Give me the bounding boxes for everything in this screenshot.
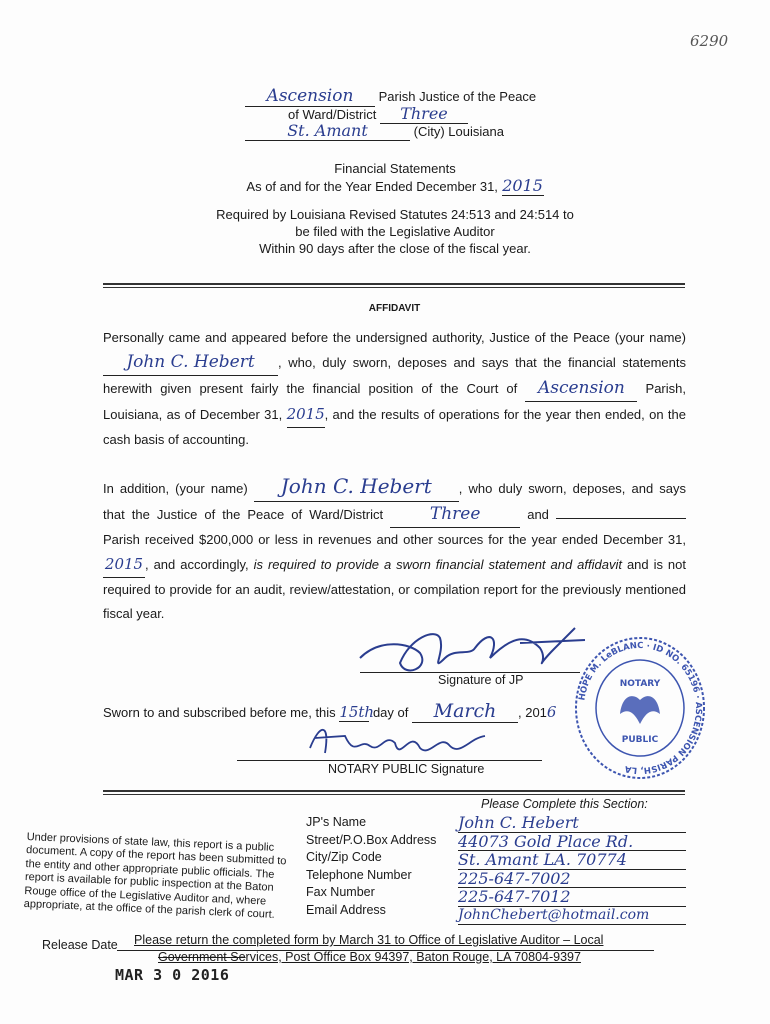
sworn-day: 15th: [339, 703, 375, 721]
title-year: 2015: [502, 176, 543, 195]
label-telephone: Telephone Number: [306, 867, 412, 882]
p2-text-b: , who duly sworn, deposes, and says that the Justice of the Peace of Ward/District: [103, 481, 686, 522]
pelican-icon: [620, 696, 660, 724]
sworn-text: Sworn to and subscribed before me, this: [103, 705, 336, 720]
p1-text-d: , and the results of operations for the year then ended, on the cash basis of accounting.: [103, 407, 686, 447]
notary-signature-label: NOTARY PUBLIC Signature: [328, 762, 485, 776]
parish-label: Parish Justice of the Peace: [378, 89, 537, 104]
p2-italic-text: is required to provide a sworn financial statement and affidavit: [253, 557, 622, 572]
affidavit-heading: AFFIDAVIT: [368, 303, 421, 314]
received-date-stamp: MAR 3 0 2016: [115, 966, 230, 984]
contact-heading: Please Complete this Section:: [481, 797, 648, 811]
parish-name-value: Ascension: [266, 86, 354, 106]
p2-text-d: , and accordingly,: [145, 557, 249, 572]
requirement-line-3: Within 90 days after the close of the fiscal year.: [259, 241, 531, 256]
notary-signature-line: [237, 760, 542, 761]
affidavit-paragraph-2: [103, 474, 686, 626]
return-instructions: [134, 932, 674, 966]
ward-label: of Ward/District: [288, 107, 377, 122]
sworn-day-of: day of: [372, 705, 409, 720]
city-label: (City) Louisiana: [413, 124, 504, 139]
parish-header: [245, 86, 575, 139]
return-line-2-struck: Government Se: [158, 950, 246, 964]
p1-text-b: , who, duly sworn, deposes and says that the financial statements herewith given present fairly the financial position of the Court of: [103, 355, 686, 396]
label-city-zip: City/Zip Code: [306, 850, 382, 864]
notary-seal: [572, 634, 708, 782]
sworn-year-prefix: , 201: [517, 705, 547, 720]
label-street: Street/P.O.Box Address: [306, 832, 437, 847]
return-line-2: rvices, Post Office Box 94397, Baton Rouge, LA 70804-9397: [245, 950, 581, 964]
p2-ward: Three: [429, 504, 481, 524]
bottom-divider: [103, 790, 685, 795]
notary-signature-scrawl: [300, 718, 500, 766]
p1-text-a: Personally came and appeared before the undersigned authority, Justice of the Peace (your name): [103, 330, 686, 345]
affidavit-paragraph-1: [103, 326, 686, 452]
value-city-zip: St. Amant LA. 70774: [458, 851, 686, 870]
label-email: Email Address: [306, 902, 386, 917]
value-street: 44073 Gold Place Rd.: [458, 833, 686, 852]
p2-jp-name: John C. Hebert: [280, 474, 432, 498]
p2-text-a: In addition, (your name): [103, 481, 248, 496]
seal-top-text: NOTARY: [619, 679, 661, 689]
p1-parish: Ascension: [537, 378, 625, 398]
title-line-2: As of and for the Year Ended December 31,: [246, 179, 498, 194]
city-value: St. Amant: [287, 121, 368, 140]
p2-text-and: and: [527, 507, 549, 522]
p1-text-c: Parish, Louisiana, as of December 31,: [103, 381, 686, 422]
return-line-1: Please return the completed form by March 31 to Office of Legislative Auditor – Local: [134, 933, 604, 947]
statement-title: [180, 160, 610, 196]
p2-year: 2015: [104, 555, 144, 573]
seal-bottom-text: PUBLIC: [621, 735, 659, 745]
requirement-line-2: be filed with the Legislative Auditor: [295, 224, 495, 239]
filing-requirement: [150, 206, 640, 257]
top-divider: [103, 283, 685, 288]
public-document-note: Under provisions of state law, this report is a public document. A copy of the report has been submitted to the entity and other appropriate public officials. The report is available for public inspection at the Baton Rouge office of the Legislative Auditor and, where appropriate, at the office of the parish clerk of court.: [23, 831, 287, 921]
contact-values: [458, 814, 686, 925]
p1-year: 2015: [286, 405, 325, 423]
p1-jp-name: John C. Hebert: [126, 352, 255, 372]
value-jp-name: John C. Hebert: [458, 814, 686, 833]
label-fax: Fax Number: [306, 885, 375, 899]
contact-labels: [306, 814, 436, 919]
jp-signature-label: Signature of JP: [438, 673, 524, 687]
sworn-year-suffix: 6: [546, 703, 557, 721]
title-line-1: Financial Statements: [334, 161, 456, 176]
document-number: 6290: [690, 32, 729, 50]
seal-outer-text: HOPE M. LeBLANC · ID NO. 65196 · ASCENSION PARISH, LA: [577, 640, 704, 776]
sworn-month: March: [433, 700, 497, 722]
value-telephone: 225-647-7002: [458, 870, 686, 889]
value-fax: 225-647-7012: [458, 888, 686, 907]
p2-text-e: and is not required to provide for an audit, review/attestation, or compilation report for the previously mentioned fiscal year.: [103, 557, 687, 621]
value-email: JohnChebert@hotmail.com: [458, 907, 686, 926]
requirement-line-1: Required by Louisiana Revised Statutes 24:513 and 24:514 to: [216, 207, 574, 222]
ward-value: Three: [400, 104, 448, 123]
p2-text-c: Parish received $200,000 or less in revenues and other sources for the year ended December 31,: [103, 532, 686, 547]
release-date-label: Release Date: [42, 938, 118, 952]
label-jp-name: JP's Name: [306, 815, 367, 829]
